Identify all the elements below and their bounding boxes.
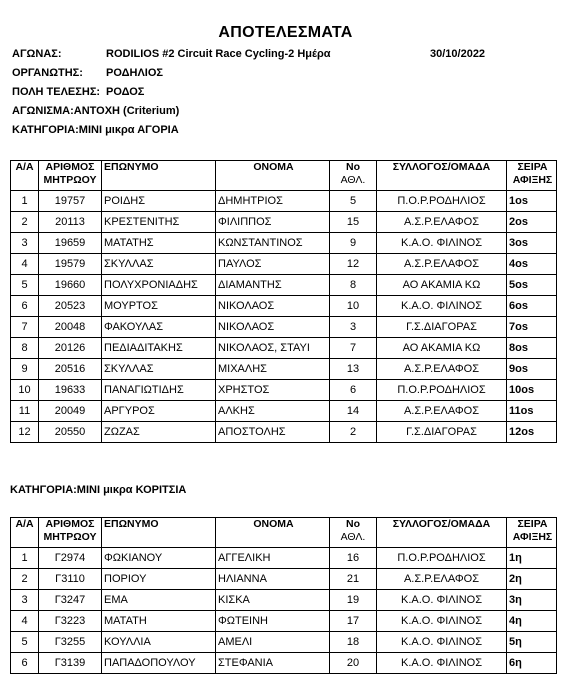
col-header-mitroo: ΑΡΙΘΜΟΣ ΜΗΤΡΩΟΥ bbox=[39, 518, 102, 548]
cell-mitroo: 20113 bbox=[39, 212, 102, 233]
organizer-label: ΟΡΓΑΝΩΤΗΣ: bbox=[12, 67, 83, 79]
city-label: ΠΟΛΗ ΤΕΛΕΣΗΣ: bbox=[12, 86, 101, 98]
cell-onoma: ΧΡΗΣΤΟΣ bbox=[216, 380, 330, 401]
cell-onoma: ΔΙΑΜΑΝΤΗΣ bbox=[216, 275, 330, 296]
cell-onoma: ΑΜΕΛΙ bbox=[216, 632, 330, 653]
cell-aa: 1 bbox=[11, 548, 39, 569]
cell-syllogos: Α.Σ.Ρ.ΕΛΑΦΟΣ bbox=[377, 254, 507, 275]
cell-mitroo: 20550 bbox=[39, 422, 102, 443]
cell-aa: 6 bbox=[11, 296, 39, 317]
cell-seira: 8os bbox=[507, 338, 557, 359]
cell-syllogos: Γ.Σ.ΔΙΑΓΟΡΑΣ bbox=[377, 422, 507, 443]
race-label: ΑΓΩΝΑΣ: bbox=[12, 48, 62, 60]
cell-syllogos: Α.Σ.Ρ.ΕΛΑΦΟΣ bbox=[377, 212, 507, 233]
table-row bbox=[11, 653, 557, 674]
col-header-seira: ΣΕΙΡΑ ΑΦΙΞΗΣ bbox=[507, 518, 557, 548]
cell-eponymo: ΖΩΖΑΣ bbox=[102, 422, 216, 443]
cell-mitroo: Γ3255 bbox=[39, 632, 102, 653]
cell-eponymo: ΦΑΚΟΥΛΑΣ bbox=[102, 317, 216, 338]
page-title: ΑΠΟΤΕΛΕΣΜΑΤΑ bbox=[218, 24, 353, 41]
cell-syllogos: Κ.Α.Ο. ΦΙΛΙΝΟΣ bbox=[377, 590, 507, 611]
cell-onoma: ΑΠΟΣΤΟΛΗΣ bbox=[216, 422, 330, 443]
cell-no: 6 bbox=[330, 380, 377, 401]
table-row bbox=[11, 590, 557, 611]
cell-no: 18 bbox=[330, 632, 377, 653]
col-header-no: Νο ΑΘΛ. bbox=[330, 518, 377, 548]
cell-seira: 10os bbox=[507, 380, 557, 401]
cell-onoma: ΝΙΚΟΛΑΟΣ bbox=[216, 296, 330, 317]
race-value: RODILIOS #2 Circuit Race Cycling-2 Ημέρα bbox=[106, 48, 331, 60]
cell-mitroo: Γ3110 bbox=[39, 569, 102, 590]
cell-mitroo: 20516 bbox=[39, 359, 102, 380]
cell-onoma: ΑΛΚΗΣ bbox=[216, 401, 330, 422]
cell-syllogos: Α.Σ.Ρ.ΕΛΑΦΟΣ bbox=[377, 359, 507, 380]
col-header-no: Νο ΑΘΛ. bbox=[330, 161, 377, 191]
girls-results-table bbox=[10, 517, 557, 674]
col-header-onoma: ΟΝΟΜΑ bbox=[216, 518, 330, 548]
cell-aa: 3 bbox=[11, 233, 39, 254]
cell-syllogos: Κ.Α.Ο. ΦΙΛΙΝΟΣ bbox=[377, 233, 507, 254]
cell-onoma: ΣΤΕΦΑΝΙΑ bbox=[216, 653, 330, 674]
cell-onoma: ΚΙΣΚΑ bbox=[216, 590, 330, 611]
cell-seira: 4os bbox=[507, 254, 557, 275]
table-row bbox=[11, 254, 557, 275]
cell-eponymo: ΜΑΤΑΤΗΣ bbox=[102, 233, 216, 254]
cell-eponymo: ΣΚΥΛΛΑΣ bbox=[102, 359, 216, 380]
col-header-eponymo: ΕΠΩΝΥΜΟ bbox=[102, 161, 216, 191]
table-row bbox=[11, 611, 557, 632]
cell-syllogos: Α.Σ.Ρ.ΕΛΑΦΟΣ bbox=[377, 401, 507, 422]
cell-aa: 5 bbox=[11, 275, 39, 296]
cell-syllogos: Α.Σ.Ρ.ΕΛΑΦΟΣ bbox=[377, 569, 507, 590]
table-row bbox=[11, 401, 557, 422]
cell-aa: 1 bbox=[11, 191, 39, 212]
cell-no: 12 bbox=[330, 254, 377, 275]
cell-syllogos: Κ.Α.Ο. ΦΙΛΙΝΟΣ bbox=[377, 296, 507, 317]
cell-seira: 2os bbox=[507, 212, 557, 233]
cell-syllogos: Π.Ο.Ρ.ΡΟΔΗΛΙΟΣ bbox=[377, 548, 507, 569]
table-row bbox=[11, 191, 557, 212]
cell-eponymo: ΚΡΕΣΤΕΝΙΤΗΣ bbox=[102, 212, 216, 233]
cell-eponymo: ΡΟΙΔΗΣ bbox=[102, 191, 216, 212]
cell-mitroo: Γ3223 bbox=[39, 611, 102, 632]
table-row bbox=[11, 275, 557, 296]
cell-onoma: ΝΙΚΟΛΑΟΣ, ΣΤΑΥΙ bbox=[216, 338, 330, 359]
cell-seira: 4η bbox=[507, 611, 557, 632]
cell-eponymo: ΣΚΥΛΛΑΣ bbox=[102, 254, 216, 275]
cell-syllogos: Γ.Σ.ΔΙΑΓΟΡΑΣ bbox=[377, 317, 507, 338]
table-header-row bbox=[11, 518, 557, 548]
cell-aa: 6 bbox=[11, 653, 39, 674]
cell-aa: 11 bbox=[11, 401, 39, 422]
col-header-seira: ΣΕΙΡΑ ΑΦΙΞΗΣ bbox=[507, 161, 557, 191]
cell-no: 15 bbox=[330, 212, 377, 233]
table-row bbox=[11, 359, 557, 380]
cell-eponymo: ΠΑΝΑΓΙΩΤΙΔΗΣ bbox=[102, 380, 216, 401]
cell-eponymo: ΚΟΥΛΛΙΑ bbox=[102, 632, 216, 653]
table-row bbox=[11, 422, 557, 443]
col-header-aa: Α/Α bbox=[11, 161, 39, 191]
cell-eponymo: ΠΟΡΙΟΥ bbox=[102, 569, 216, 590]
cell-eponymo: ΦΩΚΙΑΝΟΥ bbox=[102, 548, 216, 569]
cell-aa: 8 bbox=[11, 338, 39, 359]
table-header-row bbox=[11, 161, 557, 191]
cell-syllogos: Π.Ο.Ρ.ΡΟΔΗΛΙΟΣ bbox=[377, 191, 507, 212]
cell-no: 19 bbox=[330, 590, 377, 611]
cell-eponymo: ΠΕΔΙΑΔΙΤΑΚΗΣ bbox=[102, 338, 216, 359]
cell-seira: 3η bbox=[507, 590, 557, 611]
cell-no: 21 bbox=[330, 569, 377, 590]
cell-eponymo: ΠΟΛΥΧΡΟΝΙΑΔΗΣ bbox=[102, 275, 216, 296]
cell-mitroo: 20048 bbox=[39, 317, 102, 338]
cell-seira: 12os bbox=[507, 422, 557, 443]
city-value: ΡΟΔΟΣ bbox=[106, 86, 145, 98]
boys-results-table bbox=[10, 160, 557, 443]
table-row bbox=[11, 380, 557, 401]
cell-no: 17 bbox=[330, 611, 377, 632]
table-row bbox=[11, 212, 557, 233]
cell-no: 13 bbox=[330, 359, 377, 380]
col-header-onoma: ΟΝΟΜΑ bbox=[216, 161, 330, 191]
category-boys: ΚΑΤΗΓΟΡΙΑ:ΜΙΝΙ μικρα ΑΓΟΡΙΑ bbox=[12, 124, 179, 136]
cell-seira: 3os bbox=[507, 233, 557, 254]
cell-syllogos: Π.Ο.Ρ.ΡΟΔΗΛΙΟΣ bbox=[377, 380, 507, 401]
cell-no: 10 bbox=[330, 296, 377, 317]
cell-seira: 6os bbox=[507, 296, 557, 317]
cell-seira: 6η bbox=[507, 653, 557, 674]
table-row bbox=[11, 632, 557, 653]
cell-syllogos: Κ.Α.Ο. ΦΙΛΙΝΟΣ bbox=[377, 611, 507, 632]
cell-mitroo: Γ3139 bbox=[39, 653, 102, 674]
cell-mitroo: 19757 bbox=[39, 191, 102, 212]
cell-aa: 12 bbox=[11, 422, 39, 443]
cell-mitroo: Γ2974 bbox=[39, 548, 102, 569]
table-row bbox=[11, 317, 557, 338]
cell-onoma: ΗΛΙΑΝΝΑ bbox=[216, 569, 330, 590]
cell-syllogos: Κ.Α.Ο. ΦΙΛΙΝΟΣ bbox=[377, 653, 507, 674]
cell-aa: 2 bbox=[11, 212, 39, 233]
cell-aa: 3 bbox=[11, 590, 39, 611]
cell-no: 5 bbox=[330, 191, 377, 212]
cell-aa: 7 bbox=[11, 317, 39, 338]
table-row bbox=[11, 548, 557, 569]
cell-mitroo: 19660 bbox=[39, 275, 102, 296]
cell-aa: 9 bbox=[11, 359, 39, 380]
cell-seira: 7os bbox=[507, 317, 557, 338]
cell-no: 20 bbox=[330, 653, 377, 674]
cell-eponymo: ΜΟΥΡΤΟΣ bbox=[102, 296, 216, 317]
cell-no: 2 bbox=[330, 422, 377, 443]
organizer-value: ΡΟΔΗΛΙΟΣ bbox=[106, 67, 163, 79]
cell-aa: 4 bbox=[11, 611, 39, 632]
cell-mitroo: 19659 bbox=[39, 233, 102, 254]
cell-eponymo: ΑΡΓΥΡΟΣ bbox=[102, 401, 216, 422]
cell-seira: 5os bbox=[507, 275, 557, 296]
cell-no: 14 bbox=[330, 401, 377, 422]
cell-syllogos: ΑΟ ΑΚΑΜΙΑ ΚΩ bbox=[377, 338, 507, 359]
cell-mitroo: 19633 bbox=[39, 380, 102, 401]
cell-onoma: ΦΩΤΕΙΝΗ bbox=[216, 611, 330, 632]
cell-onoma: ΜΙΧΑΛΗΣ bbox=[216, 359, 330, 380]
cell-onoma: ΔΗΜΗΤΡΙΟΣ bbox=[216, 191, 330, 212]
cell-seira: 11os bbox=[507, 401, 557, 422]
cell-onoma: ΑΓΓΕΛΙΚΗ bbox=[216, 548, 330, 569]
cell-eponymo: ΠΑΠΑΔΟΠΟΥΛΟΥ bbox=[102, 653, 216, 674]
cell-seira: 1os bbox=[507, 191, 557, 212]
cell-mitroo: 20126 bbox=[39, 338, 102, 359]
table-row bbox=[11, 296, 557, 317]
cell-seira: 5η bbox=[507, 632, 557, 653]
cell-eponymo: ΜΑΤΑΤΗ bbox=[102, 611, 216, 632]
race-date: 30/10/2022 bbox=[430, 48, 486, 60]
cell-syllogos: ΑΟ ΑΚΑΜΙΑ ΚΩ bbox=[377, 275, 507, 296]
event-name: ΑΓΩΝΙΣΜΑ:ΑΝΤΟΧΗ (Criterium) bbox=[12, 105, 180, 117]
cell-no: 7 bbox=[330, 338, 377, 359]
col-header-mitroo: ΑΡΙΘΜΟΣ ΜΗΤΡΩΟΥ bbox=[39, 161, 102, 191]
category-girls: ΚΑΤΗΓΟΡΙΑ:ΜΙΝΙ μικρα ΚΟΡΙΤΣΙΑ bbox=[10, 484, 187, 496]
cell-aa: 2 bbox=[11, 569, 39, 590]
cell-seira: 2η bbox=[507, 569, 557, 590]
cell-no: 9 bbox=[330, 233, 377, 254]
table-row bbox=[11, 233, 557, 254]
cell-eponymo: ΕΜΑ bbox=[102, 590, 216, 611]
cell-onoma: ΠΑΥΛΟΣ bbox=[216, 254, 330, 275]
cell-aa: 5 bbox=[11, 632, 39, 653]
cell-aa: 10 bbox=[11, 380, 39, 401]
cell-seira: 1η bbox=[507, 548, 557, 569]
col-header-syllogos: ΣΥΛΛΟΓΟΣ/ΟΜΑΔΑ bbox=[377, 161, 507, 191]
cell-onoma: ΝΙΚΟΛΑΟΣ bbox=[216, 317, 330, 338]
table-row bbox=[11, 338, 557, 359]
table-row bbox=[11, 569, 557, 590]
cell-no: 8 bbox=[330, 275, 377, 296]
col-header-syllogos: ΣΥΛΛΟΓΟΣ/ΟΜΑΔΑ bbox=[377, 518, 507, 548]
cell-aa: 4 bbox=[11, 254, 39, 275]
cell-syllogos: Κ.Α.Ο. ΦΙΛΙΝΟΣ bbox=[377, 632, 507, 653]
cell-mitroo: 20523 bbox=[39, 296, 102, 317]
cell-seira: 9os bbox=[507, 359, 557, 380]
cell-onoma: ΦΙΛΙΠΠΟΣ bbox=[216, 212, 330, 233]
col-header-eponymo: ΕΠΩΝΥΜΟ bbox=[102, 518, 216, 548]
cell-mitroo: Γ3247 bbox=[39, 590, 102, 611]
col-header-aa: Α/Α bbox=[11, 518, 39, 548]
cell-no: 16 bbox=[330, 548, 377, 569]
cell-mitroo: 19579 bbox=[39, 254, 102, 275]
cell-onoma: ΚΩΝΣΤΑΝΤΙΝΟΣ bbox=[216, 233, 330, 254]
cell-mitroo: 20049 bbox=[39, 401, 102, 422]
cell-no: 3 bbox=[330, 317, 377, 338]
